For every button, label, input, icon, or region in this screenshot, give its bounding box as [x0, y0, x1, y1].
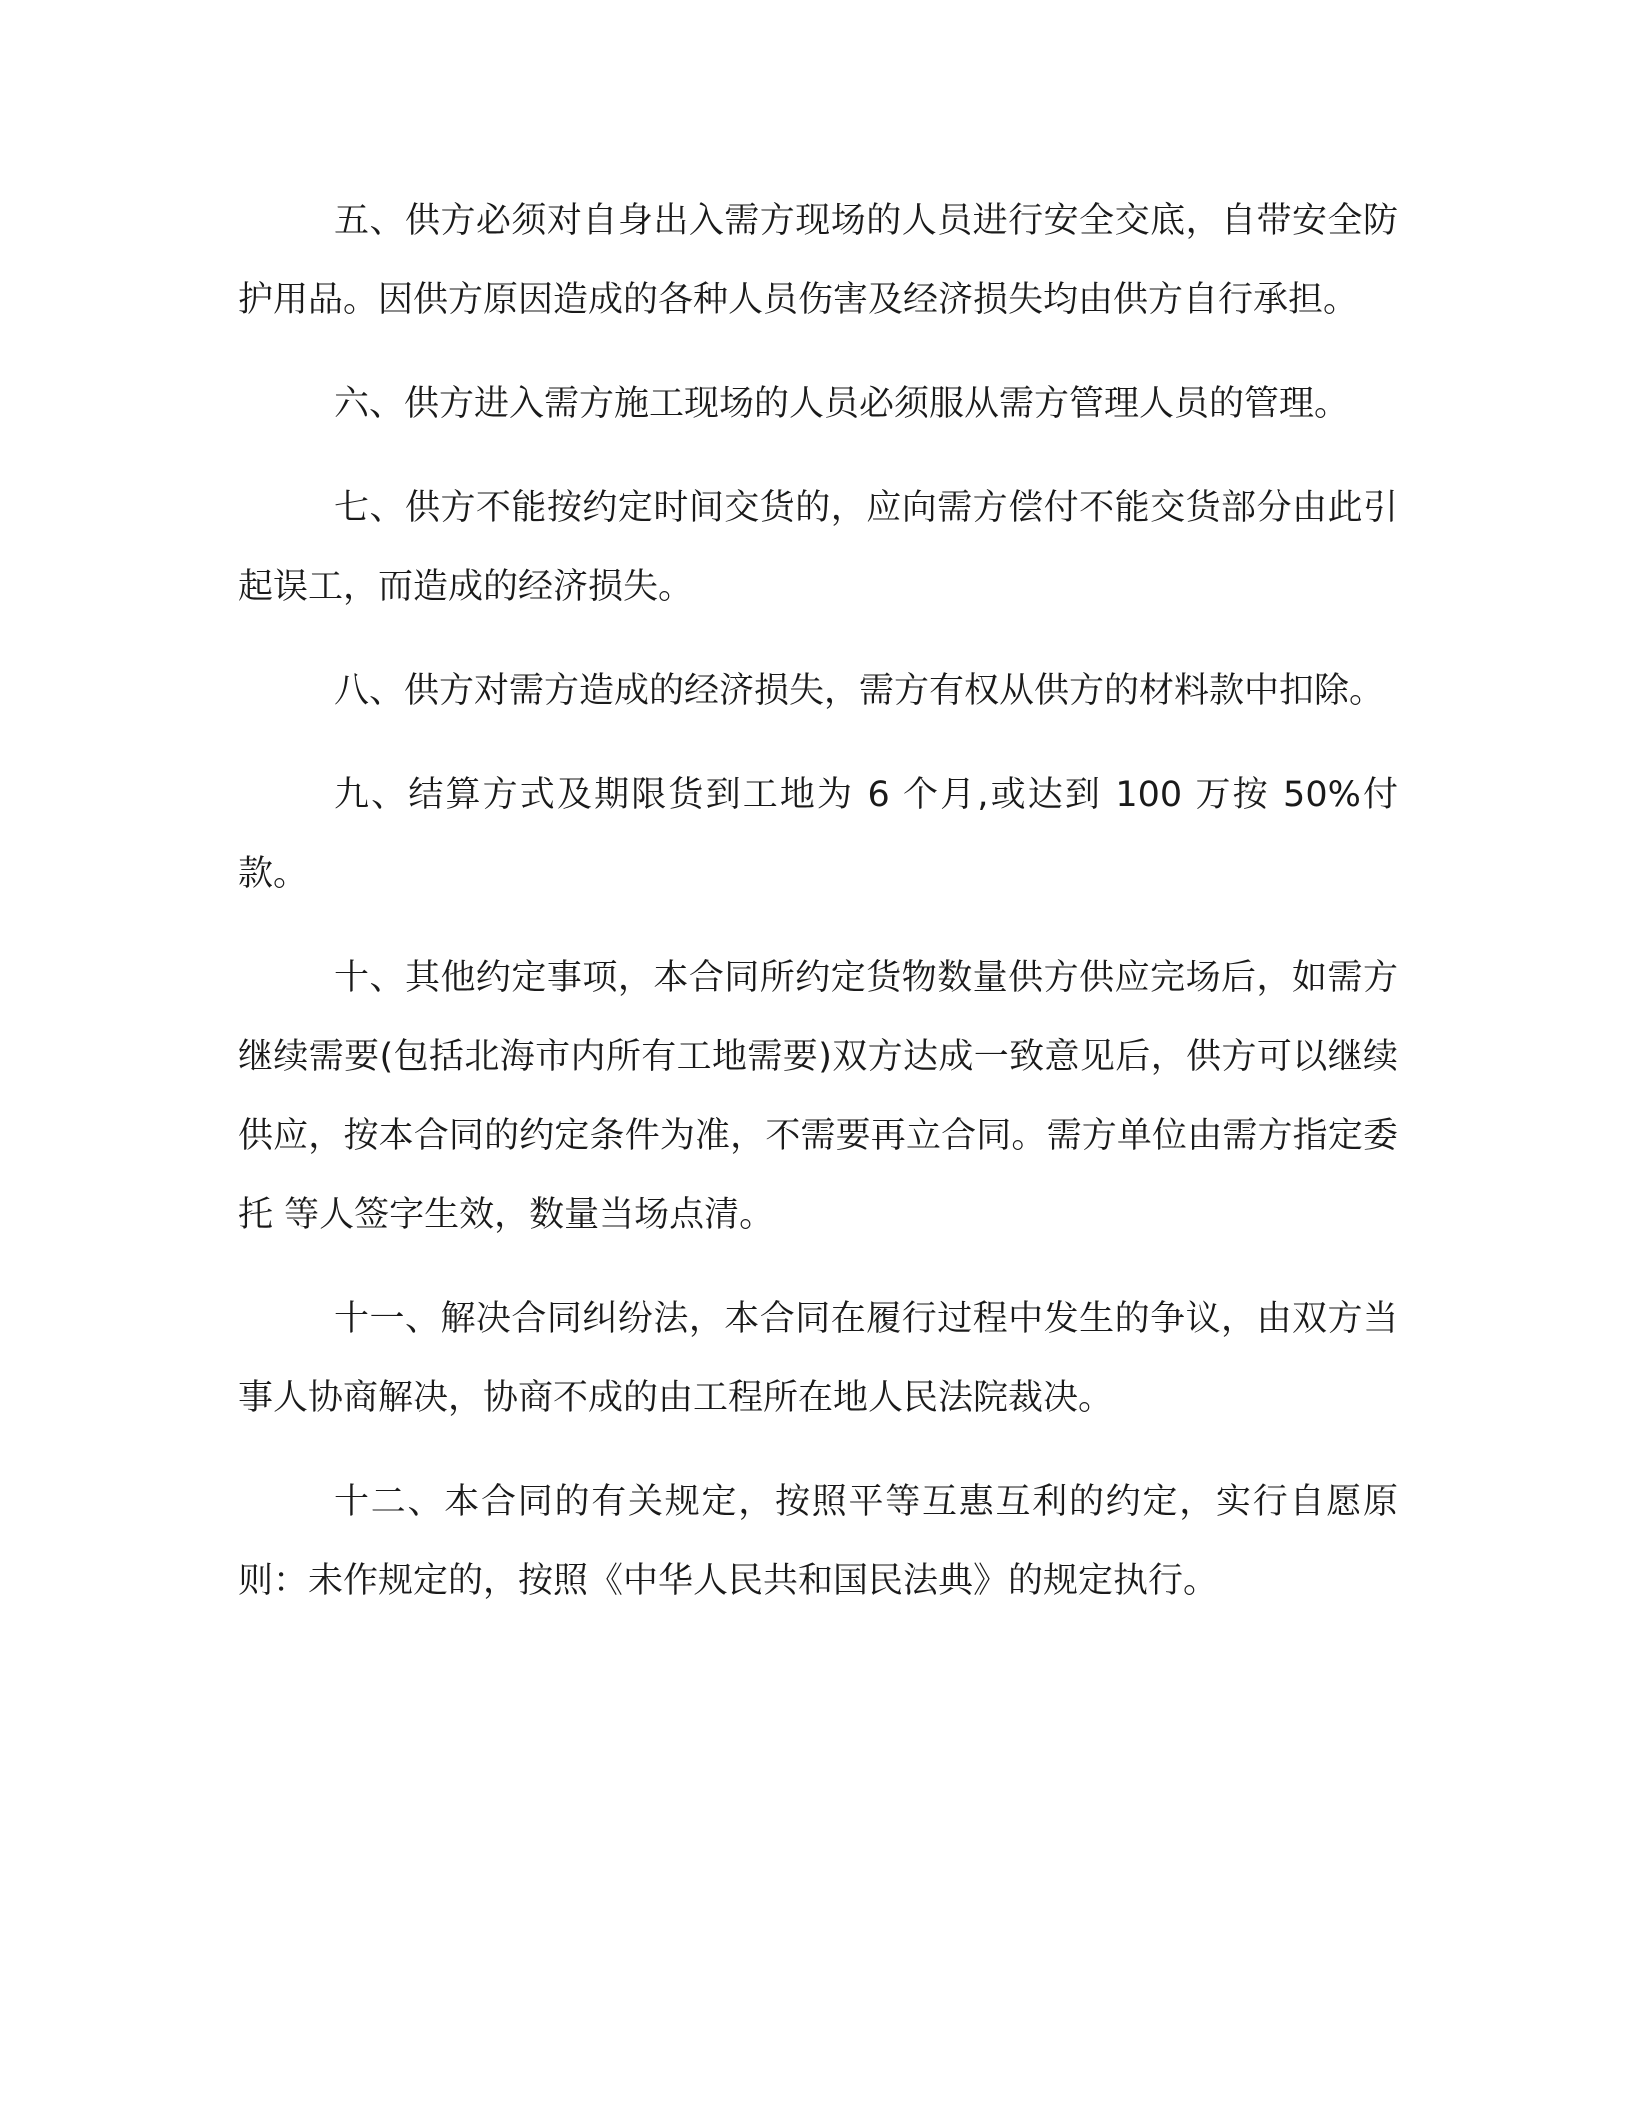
clause-12: 十二、本合同的有关规定，按照平等互惠互利的约定，实行自愿原则：未作规定的，按照《中华人民共和国民法典》的规定执行。 — [238, 1482, 1398, 1601]
clause-5: 五、供方必须对自身出入需方现场的人员进行安全交底，自带安全防护用品。因供方原因造成的各种人员伤害及经济损失均由供方自行承担。 — [238, 201, 1398, 320]
contract-clauses — [238, 182, 1398, 1646]
clause-7: 七、供方不能按约定时间交货的，应向需方偿付不能交货部分由此引起误工，而造成的经济损失。 — [238, 488, 1398, 607]
clause-11: 十一、解决合同纠纷法，本合同在履行过程中发生的争议，由双方当事人协商解决，协商不成的由工程所在地人民法院裁决。 — [238, 1299, 1398, 1418]
clause-6: 六、供方进入需方施工现场的人员必须服从需方管理人员的管理。 — [334, 384, 1350, 424]
clause-8: 八、供方对需方造成的经济损失，需方有权从供方的材料款中扣除。 — [334, 671, 1385, 711]
clause-10: 十、其他约定事项，本合同所约定货物数量供方供应完场后，如需方继续需要(包括北海市内所有工地需要)双方达成一致意见后，供方可以继续供应，按本合同的约定条件为准，不需要再立合同。需方单位由需方指定委托 等人签字生效，数量当场点清。 — [238, 958, 1398, 1235]
clause-9: 九、结算方式及期限货到工地为 6 个月,或达到 100 万按 50%付款。 — [238, 775, 1398, 894]
